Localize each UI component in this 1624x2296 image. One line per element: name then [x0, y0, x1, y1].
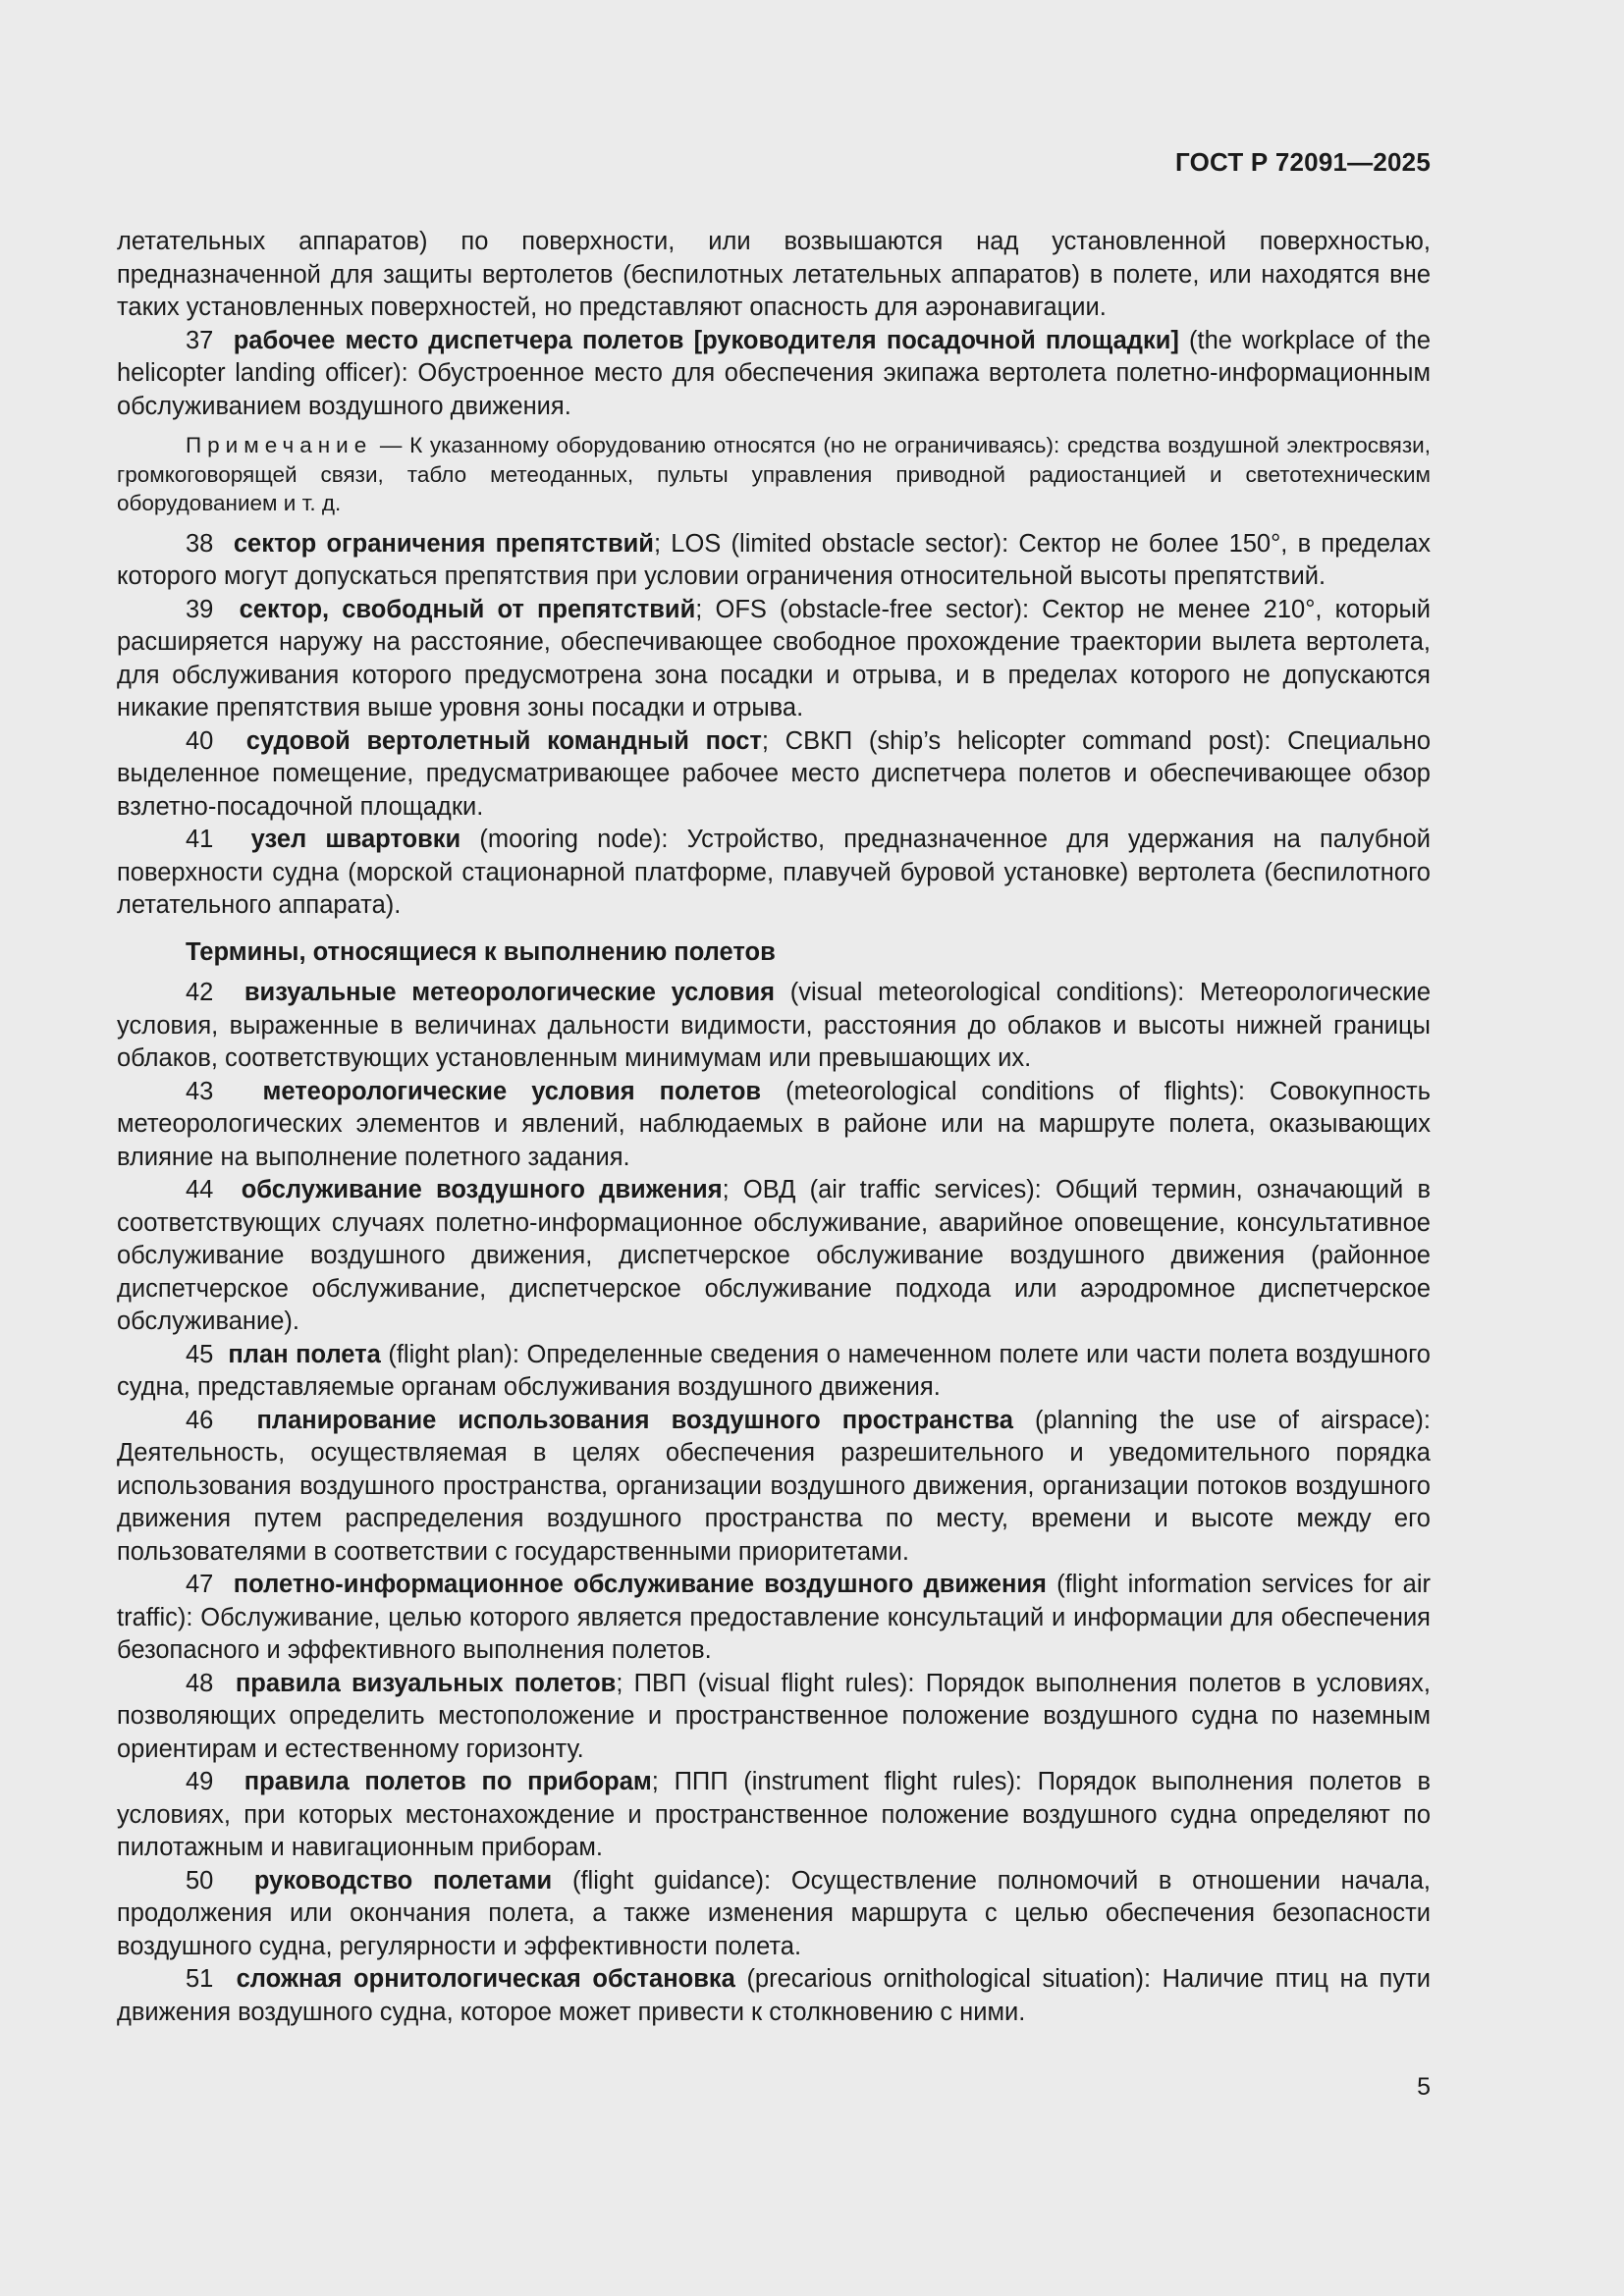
- term-number: 39: [186, 595, 214, 623]
- term-number: 45: [186, 1340, 214, 1368]
- continuation-paragraph: летательных аппаратов) по поверхности, или возвышаются над установленной поверхностью, предназначенной для защиты вертолетов (беспилотных летательных аппаратов) в полете, или находятся вне таких установленных поверхностей, но представляют опасность для аэронавигации.: [117, 228, 1431, 321]
- term-definition: (meteorological conditions of flights): Совокупность метеорологических элементов и явлений, наблюдаемых в районе или на маршруте полета, оказывающих влияние на выполнение полетного задания.: [117, 1077, 1431, 1171]
- page-header: ГОСТ Р 72091—2025: [1175, 147, 1431, 177]
- term-entry: [117, 1076, 1431, 1175]
- term-name: рабочее место диспетчера полетов [руководителя посадочной площадки]: [233, 326, 1179, 354]
- section-heading: Термины, относящиеся к выполнению полетов: [186, 937, 776, 966]
- term-definition: (planning the use of airspace): Деятельность, осуществляемая в целях обеспечения разрешительного и уведомительного порядка использования воздушного пространства, организации воздушного движения, организации потоков воздушного движения путем распределения воздушного пространства по месту, времени и высоте между его пользователями в соответствии с государственными приоритетами.: [117, 1406, 1431, 1566]
- term-definition: ; СВКП (ship’s helicopter command post): Специально выделенное помещение, предусматривающее рабочее место диспетчера полетов и обеспечивающее обзор взлетно-посадочной площадки.: [117, 726, 1432, 821]
- term-name: узел швартовки: [250, 826, 461, 853]
- term-definition: ; OFS (obstacle-free sector): Сектор не менее 210°, который расширяется наружу на расстояние, обеспечивающее свободное прохождение траектории вылета вертолета, для обслуживания которого предусмотрена зона посадки и отрыва, и в пределах которого не допускаются никакие препятствия выше уровня зоны посадки и отрыва.: [117, 595, 1432, 721]
- term-definition: (flight information services for air traffic): Обслуживание, целью которого является предоставление консультаций и информации для обеспечения безопасного и эффективного выполнения полетов.: [117, 1571, 1432, 1664]
- term-name: сложная орнитологическая обстановка: [236, 1965, 735, 1993]
- term-entry: [117, 977, 1431, 1076]
- term-entry: [117, 1668, 1431, 1767]
- term-entry: [117, 1569, 1431, 1668]
- term-entry: [117, 1865, 1431, 1964]
- term-entry: [117, 725, 1431, 825]
- term-number: 44: [186, 1176, 214, 1203]
- page-number: 5: [1417, 2073, 1431, 2101]
- term-definition: (mooring node): Устройство, предназначенное для удержания на палубной поверхности судна (морской стационарной платформе, плавучей буровой установке) вертолета (беспилотного летательного аппарата).: [117, 826, 1431, 919]
- term-definition: ; ПВП (visual flight rules): Порядок выполнения полетов в условиях, позволяющих определить местоположение и пространственное положение воздушного судна по наземным ориентирам и естественному горизонту.: [117, 1669, 1431, 1763]
- entries-block-b: [117, 528, 1431, 923]
- term-number: 37: [186, 326, 214, 354]
- term-entry: [117, 1405, 1431, 1570]
- term-definition: ; LOS (limited obstacle sector): Сектор не более 150°, в пределах которого могут допускаться препятствия при условии ограничения относительной высоты препятствий.: [117, 529, 1432, 590]
- term-definition: (visual meteorological conditions): Метеорологические условия, выраженные в величинах дальности видимости, расстояния до облаков и высоты нижней границы облаков, соответствующих установленным минимумам или превышающих их.: [117, 979, 1431, 1072]
- entries-block-a: [117, 325, 1431, 424]
- term-entry: [117, 1339, 1431, 1405]
- term-number: 48: [186, 1669, 214, 1697]
- term-number: 40: [186, 726, 214, 755]
- term-definition: (flight guidance): Осуществление полномочий в отношении начала, продолжения или окончания полета, а также изменения маршрута с целью обеспечения безопасности воздушного судна, регулярности и эффективности полета.: [117, 1866, 1431, 1960]
- term-entry: [117, 824, 1431, 923]
- document-body: [117, 226, 1431, 2029]
- term-definition: ; ППП (instrument flight rules): Порядок выполнения полетов в условиях, при которых местонахождение и пространственное положение воздушного судна определяют по пилотажным и навигационным приборам.: [117, 1768, 1432, 1861]
- term-entry: [117, 1963, 1431, 2029]
- term-name: полетно-информационное обслуживание воздушного движения: [233, 1571, 1047, 1598]
- term-name: сектор, свободный от препятствий: [239, 595, 696, 623]
- term-number: 47: [186, 1571, 214, 1598]
- term-number: 50: [186, 1866, 214, 1895]
- note-text: — К указанному оборудованию относятся (но не ограничиваясь): средства воздушной электросвязи, громкоговорящей связи, табло метеоданных, пульты управления приводной радиостанцией и светотехническим оборудованием и т. д.: [117, 433, 1431, 515]
- term-number: 51: [186, 1965, 214, 1993]
- term-name: визуальные метеорологические условия: [244, 979, 776, 1006]
- term-number: 38: [186, 529, 214, 558]
- term-entry: [117, 1766, 1431, 1865]
- term-entry: [117, 325, 1431, 424]
- note-label: Примечание: [186, 433, 373, 457]
- term-entry: [117, 528, 1431, 594]
- term-name: план полета: [228, 1340, 381, 1368]
- term-definition: (flight plan): Определенные сведения о намеченном полете или части полета воздушного судна, представляемые органам обслуживания воздушного движения.: [117, 1340, 1431, 1401]
- term-name: обслуживание воздушного движения: [241, 1176, 723, 1203]
- term-definition: ; ОВД (air traffic services): Общий термин, означающий в соответствующих случаях полетно-информационное обслуживание, аварийное оповещение, консультативное обслуживание воздушного движения, диспетчерское обслуживание воздушного движения (районное диспетчерское обслуживание, диспетчерское обслуживание подхода или аэродромное диспетчерское обслуживание).: [117, 1176, 1431, 1335]
- note-paragraph: [117, 431, 1431, 518]
- term-name: сектор ограничения препятствий: [233, 529, 654, 558]
- term-entry: [117, 1174, 1431, 1339]
- term-name: правила визуальных полетов: [235, 1669, 617, 1697]
- term-number: 49: [186, 1768, 214, 1795]
- entries-block-c: [117, 977, 1431, 2029]
- term-name: правила полетов по приборам: [244, 1768, 652, 1795]
- term-definition: (the workplace of the helicopter landing officer): Обустроенное место для обеспечения экипажа вертолета полетно-информационным обслуживанием воздушного движения.: [117, 326, 1431, 420]
- term-definition: (precarious ornithological situation): Наличие птиц на пути движения воздушного судна, которое может привести к столкновению с ними.: [117, 1965, 1431, 2026]
- term-name: метеорологические условия полетов: [262, 1077, 762, 1105]
- term-number: 46: [186, 1406, 214, 1434]
- term-name: судовой вертолетный командный пост: [245, 726, 762, 755]
- term-name: руководство полетами: [253, 1866, 553, 1895]
- term-number: 43: [186, 1077, 214, 1105]
- term-entry: [117, 594, 1431, 725]
- term-name: планирование использования воздушного пространства: [256, 1406, 1013, 1434]
- term-number: 41: [186, 826, 214, 853]
- term-number: 42: [186, 979, 214, 1006]
